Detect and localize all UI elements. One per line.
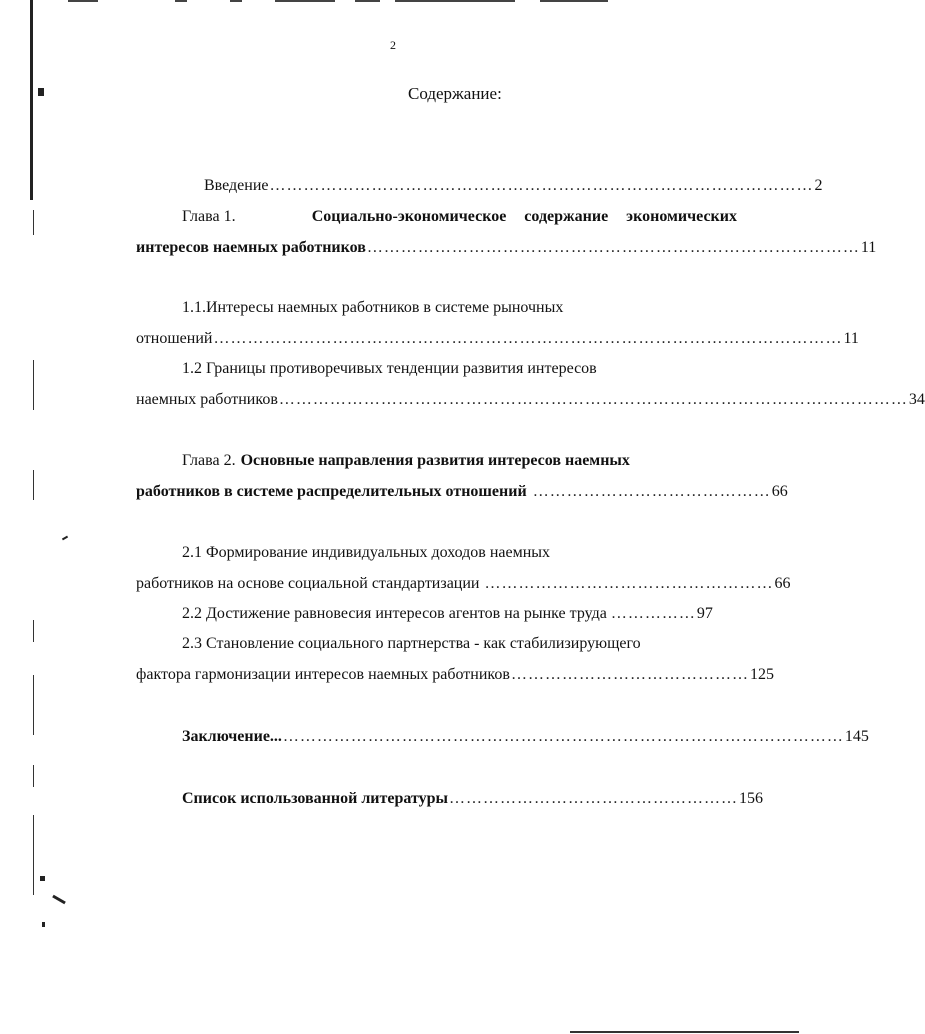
toc-section-2-3-line1	[182, 634, 641, 654]
toc-entry-page: 11	[860, 239, 877, 256]
section-title: 2.3 Становление социального партнерства - как стабилизирующего	[182, 635, 641, 652]
toc-chapter-1-line1	[182, 207, 737, 227]
toc-chapter-2-line1	[182, 451, 630, 471]
toc-section-2-1-line1	[182, 543, 550, 563]
scan-artifact	[33, 210, 34, 235]
toc-section-2-1-line2: работников на основе социальной стандартизации …………………………………………… 66	[136, 575, 791, 592]
scan-artifact	[62, 536, 68, 541]
toc-entry-page: 2	[814, 177, 823, 194]
scan-artifact	[230, 0, 242, 2]
chapter-title: работников в системе распределительных отношений	[136, 483, 527, 500]
toc-entry-intro: Введение …………………………………………………………………………………… 2	[204, 177, 823, 194]
scan-artifact	[275, 0, 335, 2]
chapter-prefix: Глава 2.	[182, 452, 236, 469]
section-title: фактора гармонизации интересов наемных работников	[136, 666, 510, 683]
toc-entry-label: Список использованной литературы	[182, 790, 448, 807]
scan-artifact	[68, 0, 98, 2]
toc-section-2-2: 2.2 Достижение равновесия интересов агентов на рынке труда …………… 97	[182, 605, 713, 622]
section-title: отношений	[136, 330, 213, 347]
section-title: 2.1 Формирование индивидуальных доходов наемных	[182, 544, 551, 561]
scan-artifact	[570, 1031, 799, 1033]
toc-entry-page: 34	[908, 391, 925, 408]
scan-artifact	[42, 922, 45, 927]
toc-entry-label: Введение	[204, 177, 269, 194]
toc-entry-page: 125	[749, 666, 774, 683]
scan-artifact	[38, 88, 44, 96]
toc-entry-page: 11	[843, 330, 859, 347]
toc-section-2-3-line2: фактора гармонизации интересов наемных работников …………………………………… 125	[136, 666, 774, 683]
toc-section-1-1-line1	[182, 298, 563, 318]
scan-artifact	[175, 0, 187, 2]
toc-chapter-2-line2: работников в системе распределительных отношений …………………………………… 66	[136, 483, 788, 500]
toc-entry-page: 66	[771, 483, 788, 500]
toc-entry-page: 66	[774, 575, 791, 592]
scan-artifact	[355, 0, 380, 2]
scan-artifact	[30, 0, 36, 200]
section-title: работников на основе социальной стандартизации	[136, 575, 480, 592]
scan-artifact	[52, 895, 66, 905]
toc-entry-conclusion: Заключение... ……………………………………………………………………………………… 145	[182, 728, 869, 745]
chapter-title: Основные направления развития интересов наемных	[240, 452, 630, 469]
toc-section-1-2-line2: наемных работников ………………………………………………………………………………………………… 34	[136, 391, 925, 408]
toc-entry-label: Заключение...	[182, 728, 282, 745]
section-title: 1.2 Границы противоречивых тенденции развития интересов	[182, 360, 597, 377]
toc-entry-references: Список использованной литературы …………………………………………… 156	[182, 790, 763, 807]
chapter-prefix: Глава 1.	[182, 208, 236, 225]
toc-section-1-2-line1	[182, 359, 597, 379]
page-title: Содержание:	[408, 84, 502, 103]
page-number: 2	[390, 38, 396, 52]
scan-artifact	[33, 620, 34, 642]
toc-section-1-1-line2: отношений ………………………………………………………………………………………………… 11	[136, 330, 859, 347]
chapter-title: Социально-экономическое содержание экономических	[311, 208, 737, 225]
scan-artifact	[40, 876, 45, 881]
toc-entry-page: 156	[739, 790, 763, 807]
section-title: 2.2 Достижение равновесия интересов агентов на рынке труда	[182, 605, 607, 622]
scan-artifact	[33, 815, 34, 895]
scan-artifact	[33, 765, 34, 787]
scan-artifact	[33, 470, 34, 500]
chapter-title: интересов наемных работников	[136, 239, 366, 256]
scan-artifact	[33, 360, 34, 410]
toc-entry-page: 145	[844, 728, 869, 745]
scan-artifact	[33, 675, 34, 735]
scan-artifact	[540, 0, 608, 2]
toc-chapter-1-line2: интересов наемных работников …………………………………………………………………………… 11	[136, 239, 877, 256]
toc-entry-page: 97	[696, 605, 713, 622]
section-title: наемных работников	[136, 391, 278, 408]
scan-artifact	[395, 0, 515, 2]
section-title: 1.1.Интересы наемных работников в системе рыночных	[182, 299, 564, 316]
